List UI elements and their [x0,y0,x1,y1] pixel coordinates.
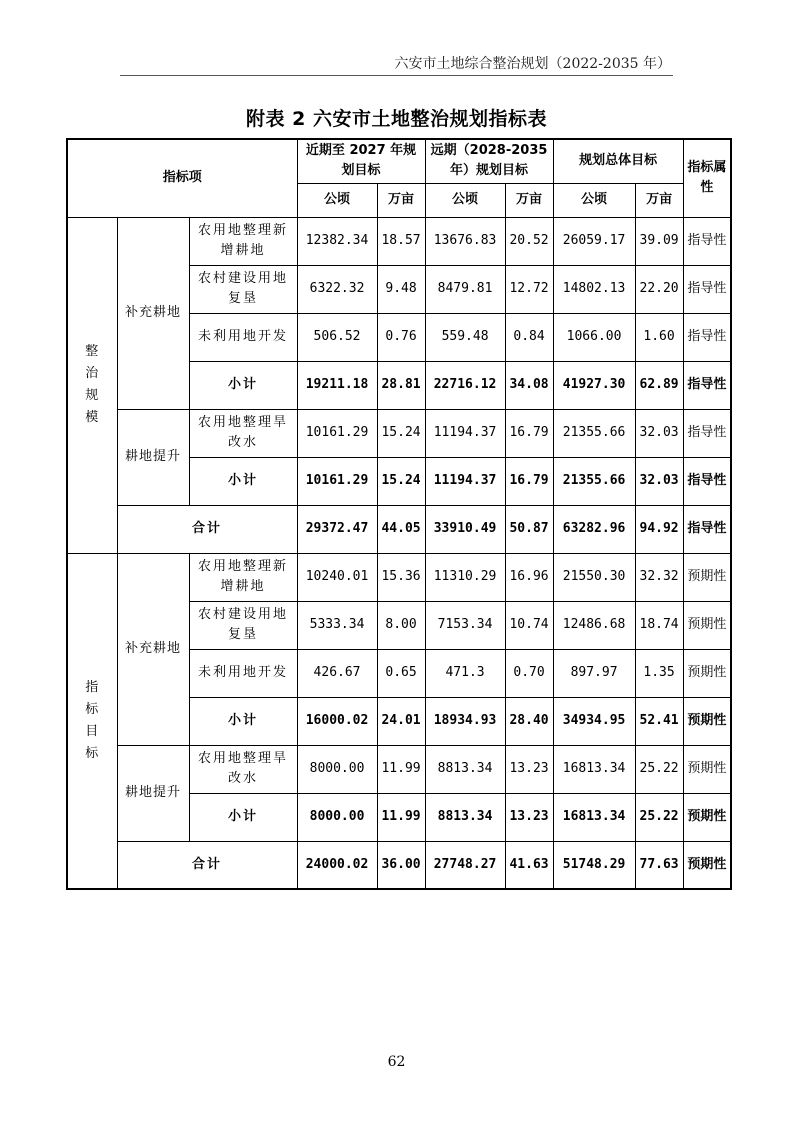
header-unit-mu: 万亩 [377,183,425,217]
value-cell: 13.23 [505,793,553,841]
attribute-cell: 指导性 [683,265,731,313]
value-cell: 28.81 [377,361,425,409]
indicator-table [66,138,732,890]
header-far: 远期（2028-2035年）规划目标 [425,139,553,183]
attribute-cell: 预期性 [683,697,731,745]
page-number: 62 [387,1054,406,1070]
value-cell: 50.87 [505,505,553,553]
section-label: 指标目标 [67,553,117,889]
attribute-cell: 指导性 [683,217,731,265]
value-cell: 13.23 [505,745,553,793]
attribute-cell: 指导性 [683,313,731,361]
value-cell: 12.72 [505,265,553,313]
value-cell: 897.97 [553,649,635,697]
value-cell: 15.24 [377,457,425,505]
attribute-cell: 预期性 [683,793,731,841]
header-rule [120,75,673,76]
value-cell: 32.03 [635,409,683,457]
row-label: 农村建设用地复垦 [189,265,297,313]
value-cell: 16813.34 [553,745,635,793]
row-label: 农村建设用地复垦 [189,601,297,649]
value-cell: 9.48 [377,265,425,313]
attribute-cell: 预期性 [683,649,731,697]
value-cell: 77.63 [635,841,683,889]
table-row [67,745,731,793]
header-item: 指标项 [67,139,297,217]
attribute-cell: 指导性 [683,361,731,409]
value-cell: 18.57 [377,217,425,265]
header-row-1 [67,139,731,183]
row-label: 农用地整理旱改水 [189,745,297,793]
group-label: 补充耕地 [117,217,189,409]
value-cell: 13676.83 [425,217,505,265]
value-cell: 36.00 [377,841,425,889]
value-cell: 20.52 [505,217,553,265]
value-cell: 16.79 [505,457,553,505]
value-cell: 22.20 [635,265,683,313]
row-label: 农用地整理旱改水 [189,409,297,457]
table-row [67,217,731,265]
value-cell: 559.48 [425,313,505,361]
value-cell: 11.99 [377,793,425,841]
value-cell: 8.00 [377,601,425,649]
header-unit-ha: 公顷 [553,183,635,217]
value-cell: 15.24 [377,409,425,457]
attribute-cell: 预期性 [683,553,731,601]
row-label: 农用地整理新增耕地 [189,217,297,265]
header-unit-ha: 公顷 [297,183,377,217]
value-cell: 22716.12 [425,361,505,409]
subtotal-label: 小计 [189,697,297,745]
value-cell: 16.96 [505,553,553,601]
header-unit-mu: 万亩 [505,183,553,217]
attribute-cell: 指导性 [683,505,731,553]
total-row [67,505,731,553]
row-label: 未利用地开发 [189,649,297,697]
subtotal-label: 小计 [189,793,297,841]
value-cell: 11194.37 [425,409,505,457]
value-cell: 21355.66 [553,457,635,505]
value-cell: 28.40 [505,697,553,745]
value-cell: 471.3 [425,649,505,697]
value-cell: 8813.34 [425,745,505,793]
value-cell: 0.84 [505,313,553,361]
header-unit-ha: 公顷 [425,183,505,217]
total-label: 合计 [117,505,297,553]
row-label: 未利用地开发 [189,313,297,361]
attribute-cell: 预期性 [683,841,731,889]
table-row [67,553,731,601]
value-cell: 27748.27 [425,841,505,889]
value-cell: 1.60 [635,313,683,361]
subtotal-label: 小计 [189,361,297,409]
value-cell: 24.01 [377,697,425,745]
value-cell: 51748.29 [553,841,635,889]
value-cell: 62.89 [635,361,683,409]
header-total: 规划总体目标 [553,139,683,183]
value-cell: 32.32 [635,553,683,601]
value-cell: 19211.18 [297,361,377,409]
header-near: 近期至 2027 年规划目标 [297,139,425,183]
value-cell: 41.63 [505,841,553,889]
value-cell: 8000.00 [297,793,377,841]
value-cell: 29372.47 [297,505,377,553]
value-cell: 7153.34 [425,601,505,649]
row-label: 农用地整理新增耕地 [189,553,297,601]
value-cell: 11.99 [377,745,425,793]
value-cell: 14802.13 [553,265,635,313]
value-cell: 16813.34 [553,793,635,841]
attribute-cell: 指导性 [683,457,731,505]
value-cell: 44.05 [377,505,425,553]
value-cell: 506.52 [297,313,377,361]
value-cell: 34.08 [505,361,553,409]
attribute-cell: 预期性 [683,745,731,793]
value-cell: 16000.02 [297,697,377,745]
attribute-cell: 指导性 [683,409,731,457]
value-cell: 25.22 [635,793,683,841]
value-cell: 25.22 [635,745,683,793]
value-cell: 21355.66 [553,409,635,457]
value-cell: 10240.01 [297,553,377,601]
total-row [67,841,731,889]
value-cell: 0.70 [505,649,553,697]
value-cell: 24000.02 [297,841,377,889]
value-cell: 8479.81 [425,265,505,313]
value-cell: 10161.29 [297,457,377,505]
value-cell: 15.36 [377,553,425,601]
value-cell: 8000.00 [297,745,377,793]
attribute-cell: 预期性 [683,601,731,649]
value-cell: 1.35 [635,649,683,697]
value-cell: 94.92 [635,505,683,553]
total-label: 合计 [117,841,297,889]
table-row [67,409,731,457]
value-cell: 39.09 [635,217,683,265]
value-cell: 10161.29 [297,409,377,457]
value-cell: 33910.49 [425,505,505,553]
value-cell: 11194.37 [425,457,505,505]
value-cell: 18934.93 [425,697,505,745]
value-cell: 0.65 [377,649,425,697]
value-cell: 41927.30 [553,361,635,409]
value-cell: 0.76 [377,313,425,361]
value-cell: 34934.95 [553,697,635,745]
value-cell: 1066.00 [553,313,635,361]
value-cell: 26059.17 [553,217,635,265]
value-cell: 426.67 [297,649,377,697]
header-unit-mu: 万亩 [635,183,683,217]
value-cell: 5333.34 [297,601,377,649]
value-cell: 32.03 [635,457,683,505]
value-cell: 11310.29 [425,553,505,601]
value-cell: 10.74 [505,601,553,649]
group-label: 耕地提升 [117,409,189,505]
group-label: 补充耕地 [117,553,189,745]
value-cell: 16.79 [505,409,553,457]
running-header: 六安市土地综合整治规划（2022-2035 年） [394,56,671,72]
value-cell: 18.74 [635,601,683,649]
group-label: 耕地提升 [117,745,189,841]
value-cell: 52.41 [635,697,683,745]
section-label: 整治规模 [67,217,117,553]
subtotal-label: 小计 [189,457,297,505]
table-title: 附表 2 六安市土地整治规划指标表 [246,108,547,130]
value-cell: 63282.96 [553,505,635,553]
value-cell: 12382.34 [297,217,377,265]
header-attr: 指标属性 [683,139,731,217]
value-cell: 12486.68 [553,601,635,649]
value-cell: 6322.32 [297,265,377,313]
value-cell: 21550.30 [553,553,635,601]
value-cell: 8813.34 [425,793,505,841]
